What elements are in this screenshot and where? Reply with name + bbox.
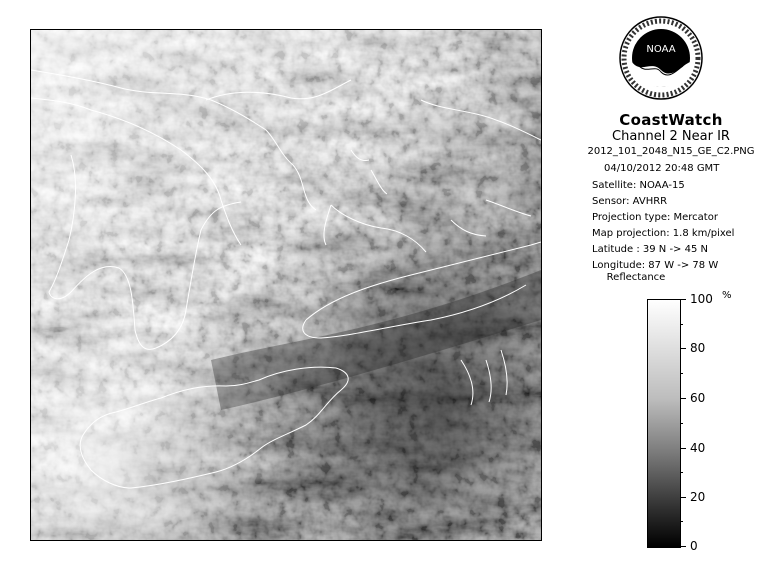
tick-label-100: 100 xyxy=(690,292,713,306)
legend-unit: % xyxy=(722,290,732,301)
colorbar-tick xyxy=(680,398,686,399)
colorbar-tick xyxy=(680,348,686,349)
latitude-range: Latitude : 39 N -> 45 N xyxy=(592,244,708,255)
tick-label-80: 80 xyxy=(690,341,706,355)
logo-text: NOAA xyxy=(646,44,676,55)
colorbar-tick xyxy=(680,299,686,300)
tick-label-60: 60 xyxy=(690,391,706,405)
noaa-logo-icon xyxy=(619,16,703,100)
legend-title: Reflectance xyxy=(606,272,666,283)
map-projection: Map projection: 1.8 km/pixel xyxy=(592,228,735,239)
longitude-range: Longitude: 87 W -> 78 W xyxy=(592,260,719,271)
colorbar-tick xyxy=(680,448,686,449)
satellite: Satellite: NOAA-15 xyxy=(592,180,685,191)
colorbar-minor-tick xyxy=(680,373,683,374)
tick-label-20: 20 xyxy=(690,490,706,504)
colorbar-minor-tick xyxy=(680,472,683,473)
reflectance-colorbar xyxy=(647,299,681,548)
colorbar-tick xyxy=(680,497,686,498)
colorbar-minor-tick xyxy=(680,423,683,424)
satellite-image xyxy=(30,29,542,541)
colorbar-tick xyxy=(680,546,686,547)
projection-type: Projection type: Mercator xyxy=(592,212,718,223)
colorbar-minor-tick xyxy=(680,521,683,522)
colorbar-minor-tick xyxy=(680,324,683,325)
satellite-imagery-svg xyxy=(31,30,541,540)
tick-label-40: 40 xyxy=(690,441,706,455)
datetime: 04/10/2012 20:48 GMT xyxy=(604,163,720,174)
noaa-logo xyxy=(619,16,703,100)
image-filename: 2012_101_2048_N15_GE_C2.PNG xyxy=(587,146,755,157)
sensor: Sensor: AVHRR xyxy=(592,196,668,207)
tick-label-0: 0 xyxy=(690,539,698,553)
brand-title: CoastWatch xyxy=(619,111,723,129)
channel-label: Channel 2 Near IR xyxy=(612,129,730,144)
